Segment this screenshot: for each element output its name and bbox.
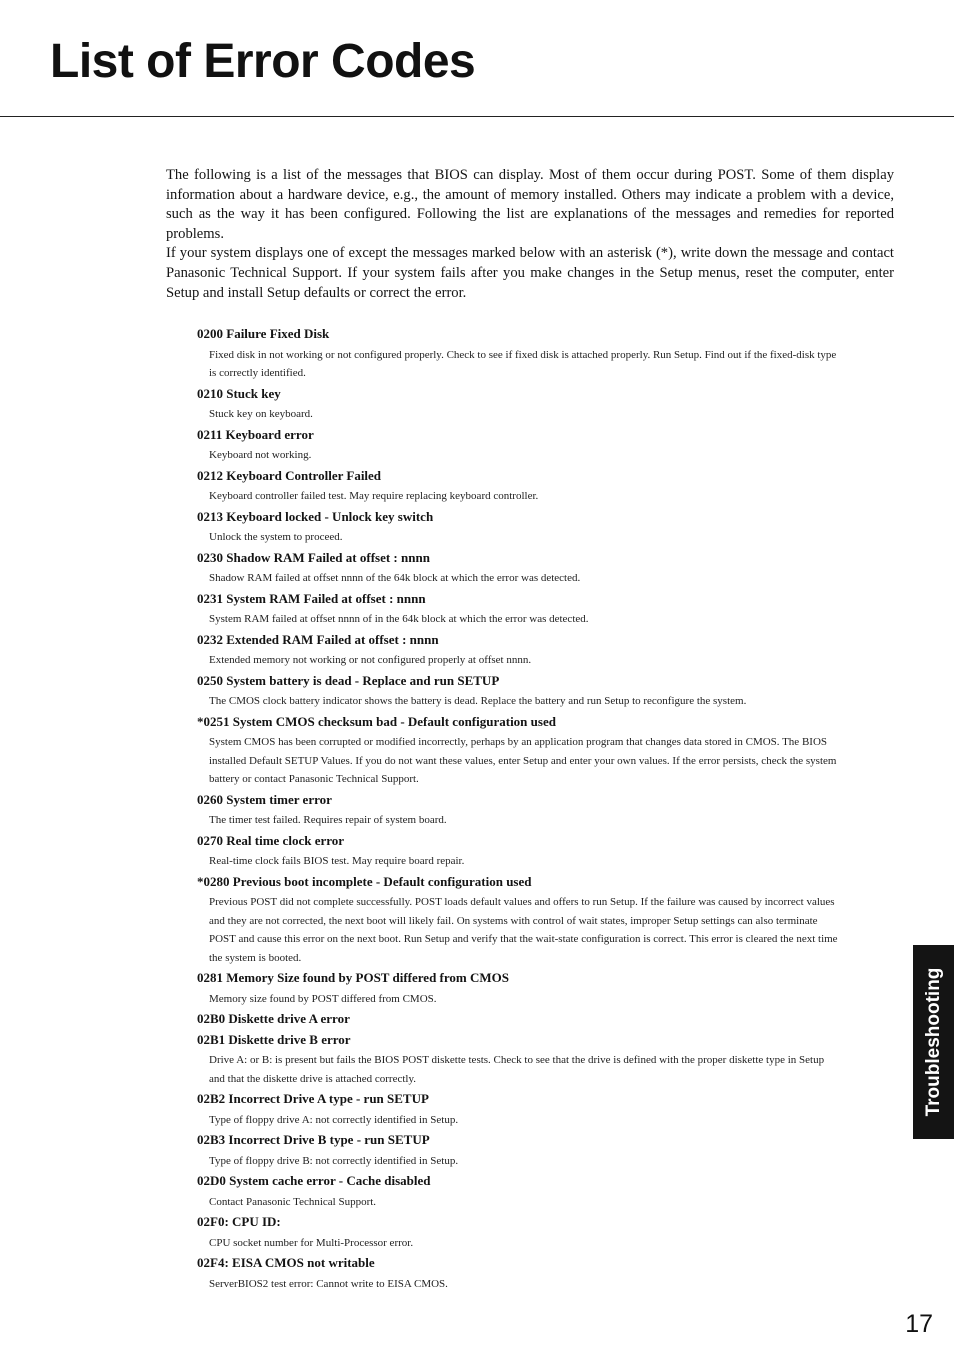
error-code-entry bbox=[198, 508, 838, 547]
error-code-description: Memory size found by POST differed from CMOS. bbox=[209, 992, 437, 1005]
error-code-list bbox=[198, 325, 838, 1295]
error-code-heading: 0231 System RAM Failed at offset : nnnn bbox=[197, 590, 426, 606]
error-code-entry bbox=[198, 1131, 838, 1170]
error-code-description: Stuck key on keyboard. bbox=[209, 408, 313, 420]
error-code-heading: 0260 System timer error bbox=[197, 791, 332, 807]
error-code-heading: 02F4: EISA CMOS not writable bbox=[197, 1255, 375, 1270]
error-code-heading: 0232 Extended RAM Failed at offset : nnnn bbox=[197, 631, 439, 647]
intro-paragraph: If your system displays one of except the messages marked below with an asterisk (*), write down the message and contact Panasonic Technical Support. If your system fails after you make changes in the Setup menus, reset the computer, enter Setup and install Setup defaults or correct the error. bbox=[166, 245, 894, 301]
error-code-entry bbox=[198, 1010, 838, 1028]
error-code-description: System CMOS has been corrupted or modified incorrectly, perhaps by an application program that changes data stored in CMOS. The BIOS installed Default SETUP Values. If you do not want these values, enter Setup and enter your own values. If the error persists, check the system battery or contact Panasonic Technical Support. bbox=[209, 736, 837, 785]
error-code-description: Keyboard controller failed test. May require replacing keyboard controller. bbox=[209, 490, 539, 502]
error-code-heading: *0251 System CMOS checksum bad - Default configuration used bbox=[197, 713, 556, 729]
page-title: List of Error Codes bbox=[50, 35, 476, 88]
error-code-entry bbox=[198, 1254, 838, 1293]
error-code-description: CPU socket number for Multi-Processor error. bbox=[209, 1236, 414, 1249]
error-code-heading: 02F0: CPU ID: bbox=[197, 1214, 281, 1229]
error-code-entry bbox=[198, 1090, 838, 1129]
error-code-entry bbox=[198, 672, 838, 711]
error-code-description: System RAM failed at offset nnnn of in the 64k block at which the error was detected. bbox=[209, 613, 589, 625]
error-code-heading: 0213 Keyboard locked - Unlock key switch bbox=[197, 508, 434, 524]
error-code-description: The CMOS clock battery indicator shows the battery is dead. Replace the battery and run Setup to reconfigure the system. bbox=[209, 695, 747, 707]
title-rule bbox=[0, 116, 954, 117]
error-code-entry bbox=[198, 631, 838, 670]
error-code-heading: 02D0 System cache error - Cache disabled bbox=[197, 1173, 431, 1188]
error-code-entry bbox=[198, 1172, 838, 1211]
error-code-description: Type of floppy drive A: not correctly identified in Setup. bbox=[209, 1113, 459, 1126]
error-code-description: Real-time clock fails BIOS test. May require board repair. bbox=[209, 855, 465, 867]
intro-text bbox=[166, 166, 894, 303]
intro-paragraph: The following is a list of the messages that BIOS can display. Most of them occur during POST. Some of them display information about a hardware device, e.g., the amount of memory installed. Others may indicate a problem with a device, such as the way it has been configured. Following the list are explanations of the messages and remedies for reported problems. bbox=[166, 167, 894, 242]
section-tab-label: Troubleshooting bbox=[922, 967, 944, 1117]
error-code-entry bbox=[198, 791, 838, 830]
error-code-heading: 0212 Keyboard Controller Failed bbox=[197, 467, 382, 483]
error-code-description: Type of floppy drive B: not correctly identified in Setup. bbox=[209, 1154, 459, 1167]
error-code-entry bbox=[198, 549, 838, 588]
error-code-heading: 02B3 Incorrect Drive B type - run SETUP bbox=[197, 1132, 430, 1147]
error-code-heading: *0280 Previous boot incomplete - Default configuration used bbox=[197, 873, 532, 889]
error-code-heading: 02B1 Diskette drive B error bbox=[197, 1031, 351, 1047]
error-code-description: Previous POST did not complete successfully. POST loads default values and offers to run Setup. If the failure was caused by incorrect values and they are not corrected, the next boot will likely fail. On systems with control of wait states, improper Setup settings can also terminate POST and cause this error on the next boot. Run Setup and verify that the wait-state configuration is correct. This error is cleared the next time the system is booted. bbox=[209, 896, 838, 964]
error-code-description: Contact Panasonic Technical Support. bbox=[209, 1195, 377, 1208]
error-code-heading: 0250 System battery is dead - Replace and run SETUP bbox=[197, 672, 500, 688]
error-code-entry bbox=[198, 969, 838, 1008]
error-code-entry bbox=[198, 832, 838, 871]
error-code-entry bbox=[198, 325, 838, 383]
error-code-entry bbox=[198, 713, 838, 789]
error-code-heading: 02B2 Incorrect Drive A type - run SETUP bbox=[197, 1091, 429, 1106]
page-number: 17 bbox=[905, 1310, 933, 1338]
error-code-entry bbox=[198, 1213, 838, 1252]
error-code-entry bbox=[198, 873, 838, 968]
section-tab bbox=[913, 945, 954, 1139]
error-code-heading: 0230 Shadow RAM Failed at offset : nnnn bbox=[197, 549, 430, 565]
error-code-entry bbox=[198, 590, 838, 629]
error-code-description: Unlock the system to proceed. bbox=[209, 531, 343, 543]
error-code-heading: 0270 Real time clock error bbox=[197, 832, 345, 848]
error-code-heading: 0210 Stuck key bbox=[197, 385, 281, 401]
error-code-description: Shadow RAM failed at offset nnnn of the 64k block at which the error was detected. bbox=[209, 572, 581, 584]
error-code-description: Extended memory not working or not configured properly at offset nnnn. bbox=[209, 654, 532, 666]
error-code-entry bbox=[198, 467, 838, 506]
error-code-heading: 0200 Failure Fixed Disk bbox=[197, 326, 330, 341]
error-code-description: Drive A: or B: is present but fails the BIOS POST diskette tests. Check to see that the drive is defined with the proper diskette type in Setup and that the diskette drive is attached correctly. bbox=[209, 1054, 825, 1085]
error-code-heading: 0281 Memory Size found by POST differed from CMOS bbox=[197, 970, 509, 985]
error-code-description: ServerBIOS2 test error: Cannot write to EISA CMOS. bbox=[209, 1277, 448, 1290]
error-code-entry bbox=[198, 385, 838, 424]
error-code-entry bbox=[198, 1031, 838, 1089]
error-code-description: The timer test failed. Requires repair of system board. bbox=[209, 814, 447, 826]
error-code-entry bbox=[198, 426, 838, 465]
error-code-description: Keyboard not working. bbox=[209, 449, 312, 461]
error-code-description: Fixed disk in not working or not configured properly. Check to see if fixed disk is attached properly. Run Setup. Find out if the fixed-disk type is correctly identified. bbox=[209, 348, 837, 379]
error-code-heading: 0211 Keyboard error bbox=[197, 426, 314, 442]
error-code-heading: 02B0 Diskette drive A error bbox=[197, 1011, 350, 1026]
